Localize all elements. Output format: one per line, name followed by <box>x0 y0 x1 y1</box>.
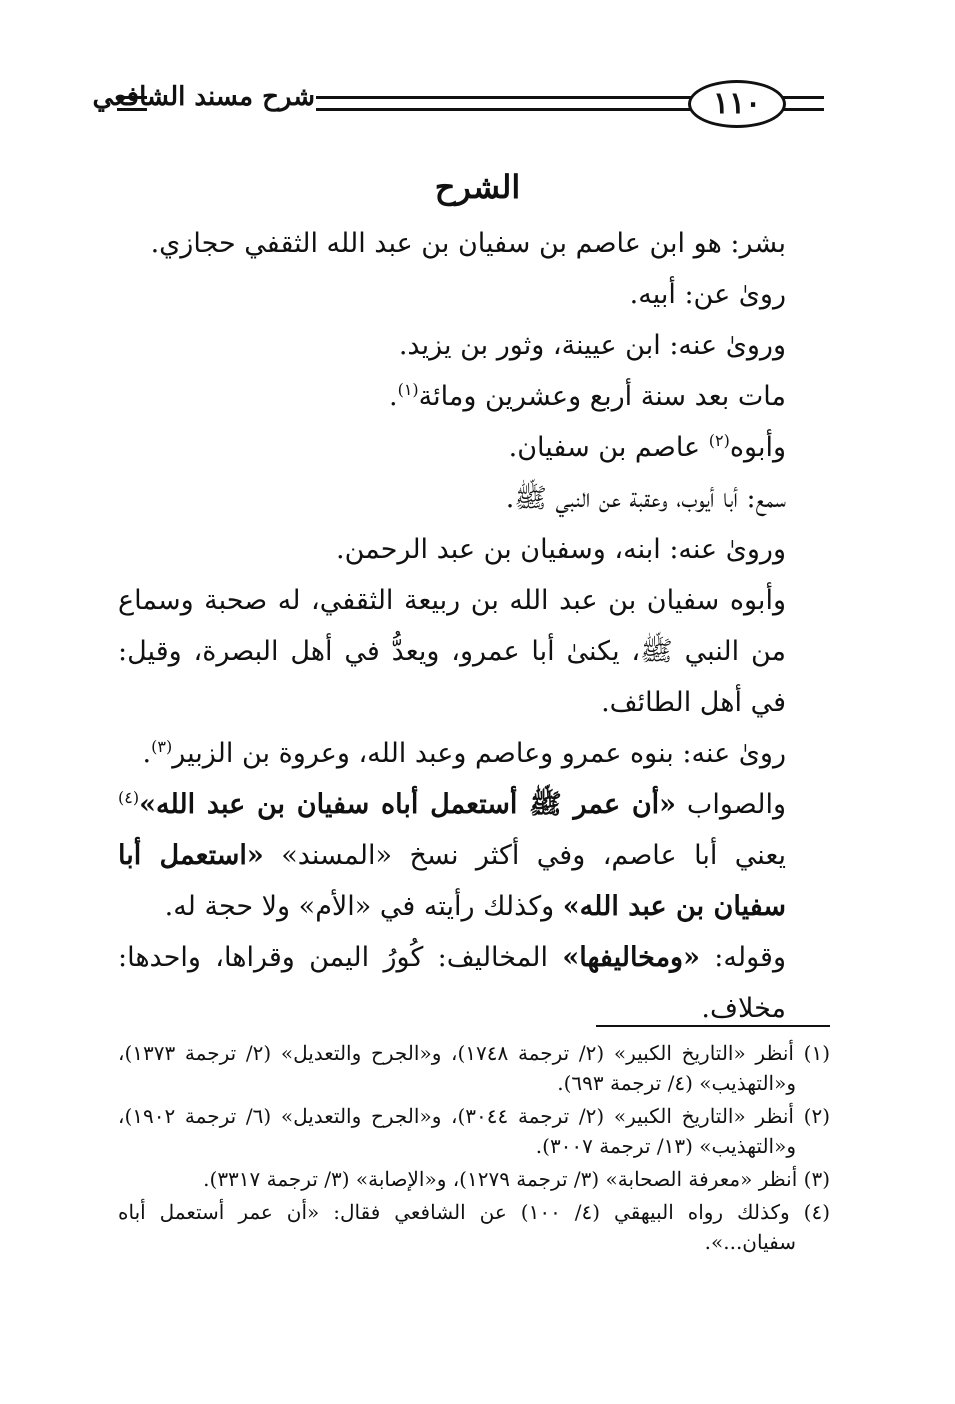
paragraph-text: والصواب <box>676 789 786 820</box>
quoted-text: «ومخاليفها» <box>562 942 700 973</box>
footnote: (١) أنظر «التاريخ الكبير» (٢/ ترجمة ١٧٤٨)، و«الجرح والتعديل» (٢/ ترجمة ١٣٧٣)، و«التهذيب» (٤/ ترجمة ٦٩٣). <box>118 1041 831 1095</box>
footnote-ref[interactable]: (١) <box>397 380 419 399</box>
paragraph <box>118 779 830 932</box>
paragraph-text: المخاليف: كُورُ اليمن وقراها، واحدها: مخلاف. <box>118 942 786 1024</box>
paragraph <box>118 371 830 422</box>
paragraph: سمع: أبا أيوب، وعقبة عن النبي ﷺ. <box>505 483 786 514</box>
main-text <box>118 218 830 1034</box>
paragraph: وأبوه سفيان بن عبد الله بن ربيعة الثقفي، له صحبة وسماع من النبي ﷺ، يكنىٰ أبا عمرو، ويعدُّ في أهل البصرة، وقيل: في أهل الطائف. <box>118 585 786 718</box>
paragraph: روىٰ عن: أبيه. <box>629 279 786 310</box>
paragraph <box>118 932 830 1034</box>
header-rule-middle <box>316 96 694 111</box>
paragraph-text: روىٰ عنه: بنوه عمرو وعاصم وعبد الله، وعروة بن الزبير <box>172 738 786 769</box>
paragraph-text: . <box>388 381 398 412</box>
quoted-text: «أن عمر ﷺ أستعمل أباه سفيان بن عبد الله» <box>139 789 677 820</box>
running-title: شرح مسند الشافعي <box>92 82 315 112</box>
paragraph: بشر: هو ابن عاصم بن سفيان بن عبد الله الثقفي حجازي. <box>150 228 786 259</box>
paragraph-text: وقوله: <box>699 942 786 973</box>
paragraph-text: عاصم بن سفيان. <box>508 432 709 463</box>
section-heading: الشرح <box>434 168 521 206</box>
paragraph-text: يعني أبا عاصم، وفي أكثر نسخ «المسند» <box>263 840 786 871</box>
footnote: (٢) أنظر «التاريخ الكبير» (٢/ ترجمة ٣٠٤٤)، و«الجرح والتعديل» (٦/ ترجمة ١٩٠٢)، و«التهذيب» (١٣/ ترجمة ٣٠٠٧). <box>118 1104 831 1158</box>
page-number: ١١٠ <box>688 80 786 128</box>
footnote: (٣) أنظر «معرفة الصحابة» (٣/ ترجمة ١٢٧٩)، و«الإصابة» (٣/ ترجمة ٣٣١٧). <box>203 1167 830 1191</box>
paragraph: وروىٰ عنه: ابنه، وسفيان بن عبد الرحمن. <box>335 534 786 565</box>
footnote: (٤) وكذلك رواه البيهقي (٤/ ١٠٠) عن الشافعي فقال: «أن عمر أستعمل أباه سفيان...». <box>118 1200 830 1254</box>
footnote-ref[interactable]: (٢) <box>708 431 730 450</box>
paragraph: وروىٰ عنه: ابن عيينة، وثور بن يزيد. <box>398 330 786 361</box>
paragraph-text: مات بعد سنة أربع وعشرين ومائة <box>418 381 786 412</box>
paragraph <box>118 422 830 473</box>
paragraph-text: وكذلك رأيته في «الأم» ولا حجة له. <box>164 891 563 922</box>
quoted-text: «استعمل أبا سفيان بن عبد الله» <box>118 840 786 922</box>
footnotes <box>118 1038 830 1260</box>
footnote-ref[interactable]: (٣) <box>151 737 173 756</box>
paragraph-text: . <box>142 738 152 769</box>
footnote-ref[interactable]: (٤) <box>118 788 140 807</box>
paragraph-text: وأبوه <box>729 432 786 463</box>
footnote-divider <box>596 1025 830 1027</box>
paragraph <box>118 728 830 779</box>
page-header <box>0 72 955 132</box>
